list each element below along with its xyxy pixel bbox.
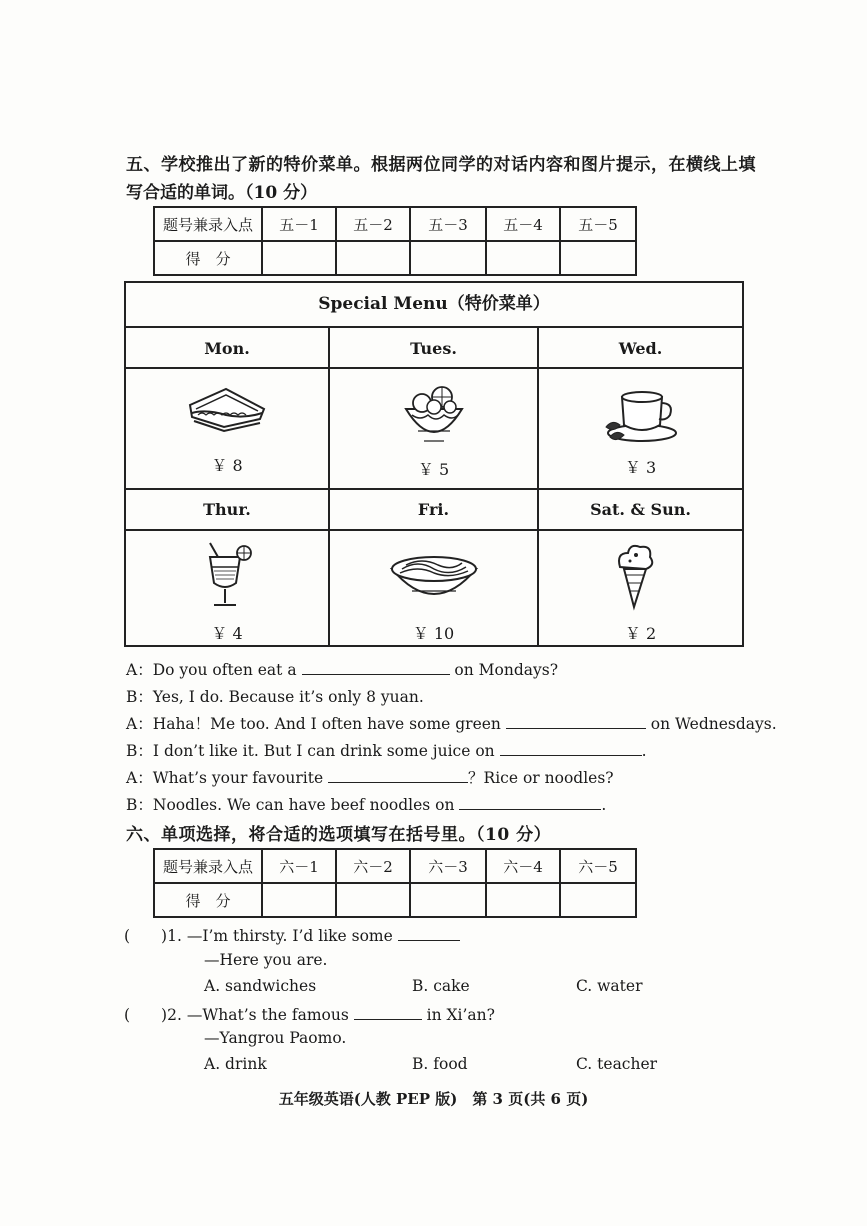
score-entry-cell[interactable] xyxy=(560,241,636,275)
score-header: 题号兼录入点 xyxy=(154,849,262,883)
question-2 xyxy=(124,1003,495,1025)
question-stem: in Xi’an? xyxy=(421,1006,495,1024)
score-col: 五－5 xyxy=(560,207,636,241)
question-number: 1. xyxy=(167,927,182,945)
dialogue-text: A：What’s your favourite xyxy=(126,769,329,787)
juice-icon xyxy=(204,541,254,611)
option-a[interactable]: A. drink xyxy=(204,1055,267,1073)
grid-line xyxy=(537,326,539,647)
dialogue-line-3 xyxy=(126,712,777,734)
score-entry-cell[interactable] xyxy=(262,883,336,917)
dialogue-text: A：Do you often eat a xyxy=(126,661,302,679)
score-col: 六－1 xyxy=(262,849,336,883)
question-stem: —I’m thirsty. I’d like some xyxy=(186,927,398,945)
question-2-reply: —Yangrou Paomo. xyxy=(204,1029,347,1047)
answer-blank[interactable] xyxy=(328,768,468,783)
score-col: 五－3 xyxy=(410,207,486,241)
score-entry-cell[interactable] xyxy=(410,883,486,917)
score-entry-cell[interactable] xyxy=(560,883,636,917)
price-label: ￥ 5 xyxy=(417,460,450,479)
dialogue-text: . xyxy=(641,742,647,760)
score-row-label: 得 分 xyxy=(154,883,262,917)
price-label: ￥ 10 xyxy=(412,624,455,643)
score-entry-cell[interactable] xyxy=(336,241,410,275)
salad-icon xyxy=(398,375,470,451)
answer-blank[interactable] xyxy=(500,741,642,756)
special-menu-table xyxy=(124,281,744,647)
option-a[interactable]: A. sandwiches xyxy=(204,977,317,995)
dialogue-text: B：Yes, I do. Because it’s only 8 yuan. xyxy=(126,688,424,706)
day-label: Wed. xyxy=(618,339,663,358)
dialogue-text: on Wednesdays. xyxy=(645,715,777,733)
score-entry-cell[interactable] xyxy=(262,241,336,275)
section6-score-table xyxy=(153,848,637,918)
score-col: 五－2 xyxy=(336,207,410,241)
dialogue-text: ？Rice or noodles? xyxy=(468,769,614,787)
option-b[interactable]: B. cake xyxy=(412,977,470,995)
price-label: ￥ 8 xyxy=(211,456,243,475)
section5-title: 五、学校推出了新的特价菜单。根据两位同学的对话内容和图片提示，在横线上填 xyxy=(126,155,756,175)
score-entry-cell[interactable] xyxy=(486,883,560,917)
option-b[interactable]: B. food xyxy=(412,1055,468,1073)
dialogue-text: A：Haha！Me too. And I often have some green xyxy=(126,715,506,733)
score-col: 六－4 xyxy=(486,849,560,883)
score-row-label: 得 分 xyxy=(154,241,262,275)
option-c[interactable]: C. water xyxy=(576,977,643,995)
answer-blank[interactable] xyxy=(506,714,646,729)
day-label: Thur. xyxy=(203,500,251,519)
dialogue-text: on Mondays? xyxy=(449,661,559,679)
dialogue-line-5 xyxy=(126,766,614,788)
day-label: Sat. & Sun. xyxy=(590,500,691,519)
price-label: ￥ 4 xyxy=(211,624,243,643)
option-c[interactable]: C. teacher xyxy=(576,1055,658,1073)
answer-blank[interactable] xyxy=(354,1005,422,1020)
score-entry-cell[interactable] xyxy=(410,241,486,275)
dialogue-line-4 xyxy=(126,739,647,761)
grid-line xyxy=(328,326,330,647)
answer-paren[interactable]: ( ) xyxy=(124,927,168,945)
score-col: 六－2 xyxy=(336,849,410,883)
question-1-reply: —Here you are. xyxy=(204,951,328,969)
noodles-icon xyxy=(388,547,480,607)
day-label: Fri. xyxy=(417,500,450,519)
score-header: 题号兼录入点 xyxy=(154,207,262,241)
dialogue-text: B：I don’t like it. But I can drink some juice on xyxy=(126,742,500,760)
dialogue-line-2 xyxy=(126,685,424,707)
grid-line xyxy=(126,488,742,490)
score-col: 五－1 xyxy=(262,207,336,241)
answer-blank[interactable] xyxy=(302,660,450,675)
grid-line xyxy=(126,529,742,531)
score-entry-cell[interactable] xyxy=(336,883,410,917)
menu-title: Special Menu（特价菜单） xyxy=(126,283,742,328)
score-entry-cell[interactable] xyxy=(486,241,560,275)
answer-blank[interactable] xyxy=(459,795,601,810)
page-footer: 五年级英语(人教 PEP 版) 第 3 页(共 6 页) xyxy=(278,1090,589,1108)
sandwich-icon xyxy=(186,383,268,438)
dialogue-line-1 xyxy=(126,658,558,680)
answer-paren[interactable]: ( ) xyxy=(124,1006,168,1024)
dialogue-text: . xyxy=(601,796,607,814)
score-col: 六－5 xyxy=(560,849,636,883)
section6-title: 六、单项选择，将合适的选项填写在括号里。（10 分） xyxy=(126,825,552,845)
score-col: 六－3 xyxy=(410,849,486,883)
price-label: ￥ 2 xyxy=(624,624,657,643)
tea-cup-icon xyxy=(602,383,682,445)
day-label: Mon. xyxy=(204,339,250,358)
section5-title-line2: 写合适的单词。（10 分） xyxy=(126,183,318,203)
dialogue-line-6 xyxy=(126,793,606,815)
grid-line xyxy=(126,367,742,369)
score-col: 五－4 xyxy=(486,207,560,241)
ice-cream-icon xyxy=(612,541,658,611)
answer-blank[interactable] xyxy=(398,926,460,941)
dialogue-text: B：Noodles. We can have beef noodles on xyxy=(126,796,460,814)
price-label: ￥ 3 xyxy=(624,458,657,477)
day-label: Tues. xyxy=(410,339,457,358)
section5-score-table xyxy=(153,206,637,276)
question-number: 2. xyxy=(167,1006,182,1024)
question-stem: —What’s the famous xyxy=(186,1006,354,1024)
question-1 xyxy=(124,924,460,946)
